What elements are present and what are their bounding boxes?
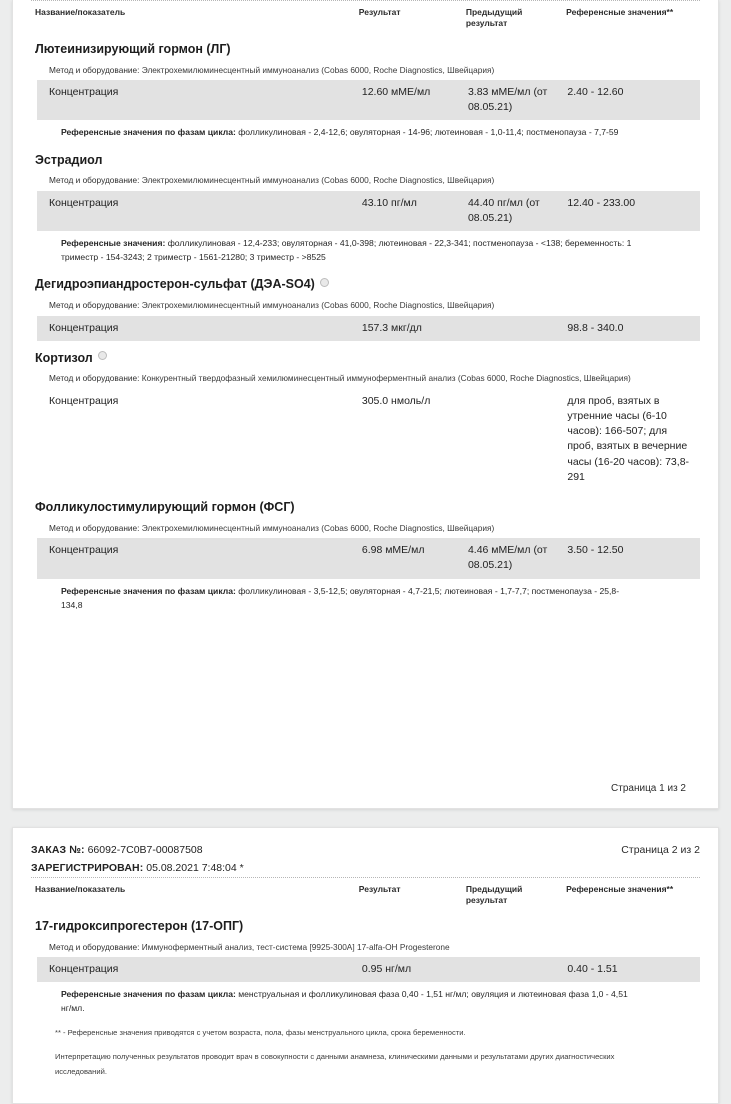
page-one-blank-space xyxy=(31,615,700,765)
result-row-reference: 12.40 - 233.00 xyxy=(567,196,636,209)
method-label: Метод и оборудование: xyxy=(49,373,140,384)
analyte-block-fsg xyxy=(31,490,700,615)
column-header-name: Название/показатель xyxy=(35,883,126,894)
reference-note-label: Референсные значения по фазам цикла: xyxy=(61,585,236,596)
reference-note-text: менструальная и фолликулиновая фаза 0,40 - 1,51 нг/мл; овуляция и лютеиновая фаза 1,0 - 4,51 нг/мл. xyxy=(61,989,628,1014)
column-header-previous xyxy=(466,884,566,907)
reference-footnote: ** - Референсные значения приводятся с учетом возраста, пола, фазы менструального цикла, срока беременности. xyxy=(55,1027,466,1037)
report-page-two xyxy=(12,827,719,1104)
method-value: Иммуноферментный анализ, тест-система [9925-300A] 17-alfa-OH Progesterone xyxy=(141,941,450,952)
result-row xyxy=(37,316,700,341)
analyte-reference-note xyxy=(31,120,700,142)
column-header-reference: Референсные значения** xyxy=(566,883,674,894)
method-value: Электрохемилюминесцентный иммуноанализ (Cobas 6000, Roche Diagnostics, Швейцария) xyxy=(141,300,495,311)
result-row-name: Концентрация xyxy=(49,544,119,557)
method-value: Электрохемилюминесцентный иммуноанализ (Cobas 6000, Roche Diagnostics, Швейцария) xyxy=(141,64,495,75)
result-row-value: 305.0 нмоль/л xyxy=(361,394,431,407)
report-page-one xyxy=(12,0,719,809)
result-row-reference: 2.40 - 12.60 xyxy=(567,86,624,98)
result-row-name: Концентрация xyxy=(49,394,119,407)
order-number-group xyxy=(31,844,203,856)
analyte-method xyxy=(31,297,700,315)
analyte-title-text: 17-гидроксипрогестерон (17-ОПГ) xyxy=(35,918,244,933)
column-header-previous-line2: результат xyxy=(465,18,508,29)
analyte-reference-note xyxy=(31,231,700,267)
registered-line xyxy=(31,862,700,877)
column-headers-page-two xyxy=(31,878,700,909)
method-label: Метод и оборудование: xyxy=(49,175,140,186)
analyte-reference-note xyxy=(31,579,700,615)
analyte-block-cortisol xyxy=(31,341,700,490)
result-row-reference: 98.8 - 340.0 xyxy=(567,321,624,334)
analyte-title xyxy=(31,494,700,520)
reference-note-label: Референсные значения: xyxy=(61,238,166,249)
analyte-method xyxy=(31,939,700,957)
result-row-name: Концентрация xyxy=(49,962,119,975)
method-value: Электрохемилюминесцентный иммуноанализ (Cobas 6000, Roche Diagnostics, Швейцария) xyxy=(141,522,495,533)
method-label: Метод и оборудование: xyxy=(49,300,140,311)
method-value: Конкурентный твердофазный хемилюминесцентный иммуноферментный анализ (Cobas 6000, Roche Diagnostics, Швейцария) xyxy=(141,373,631,384)
result-row-previous xyxy=(468,321,567,336)
column-headers-page-one xyxy=(31,1,700,32)
result-row-reference: 3.50 - 12.50 xyxy=(567,544,624,557)
order-number-line xyxy=(31,844,700,862)
analyte-block-dhea-so4 xyxy=(31,267,700,340)
result-row xyxy=(37,538,700,578)
analyte-method xyxy=(31,62,700,80)
result-row-value: 43.10 пг/мл xyxy=(361,196,417,209)
result-row-previous: 4.46 мМЕ/мл (от 08.05.21) xyxy=(467,544,548,572)
result-row xyxy=(37,957,700,982)
registered-value: 05.08.2021 7:48:04 * xyxy=(146,861,244,874)
order-number-value: 66092-7C0B7-00087508 xyxy=(87,843,203,856)
reference-note-label: Референсные значения по фазам цикла: xyxy=(61,127,236,138)
analyte-title xyxy=(31,271,700,297)
result-row-value: 6.98 мМЕ/мл xyxy=(361,544,425,557)
result-row-previous xyxy=(468,962,567,977)
analyte-method xyxy=(31,172,700,190)
order-info-block xyxy=(31,828,700,877)
column-header-result: Результат xyxy=(358,883,401,894)
registered-label: ЗАРЕГИСТРИРОВАН: xyxy=(31,861,144,874)
analyte-block-lg xyxy=(31,32,700,143)
reference-note-text: фолликулиновая - 3,5-12,5; овуляторная - 4,7-21,5; лютеиновая - 1,7-7,7; постменопауза - 25,8-134,8 xyxy=(61,585,620,610)
analyte-title xyxy=(31,147,700,173)
analyte-title xyxy=(31,913,700,939)
analyte-title xyxy=(31,345,700,371)
result-row-name: Концентрация xyxy=(49,196,119,209)
interpretation-note: Интерпретацию полученных результатов проводит врач в совокупности с данными анамнеза, клиническими данными и результатами других диагностических исследований. xyxy=(55,1051,615,1076)
analyte-method xyxy=(31,370,700,388)
method-value: Электрохемилюминесцентный иммуноанализ (Cobas 6000, Roche Diagnostics, Швейцария) xyxy=(141,175,495,186)
analyte-title-text: Дегидроэпиандростерон-сульфат (ДЭА-SO4) xyxy=(35,277,315,292)
reference-note-text: фолликулиновая - 12,4-233; овуляторная - 41,0-398; лютеиновая - 22,3-341; постменопауза - <138; беременность: 1 триместр - 154-3243; 2 триместр - 1561-21280; 3 триместр - >8525 xyxy=(61,238,632,263)
result-row-previous: 44.40 пг/мл (от 08.05.21) xyxy=(467,196,540,224)
result-row xyxy=(37,191,700,231)
result-row-value: 0.95 нг/мл xyxy=(361,962,412,975)
analyte-title-text: Эстрадиол xyxy=(35,152,103,167)
result-row-reference: 0.40 - 1.51 xyxy=(567,962,618,975)
result-row-value: 157.3 мкг/дл xyxy=(361,321,422,334)
column-header-previous xyxy=(466,7,566,30)
analyte-reference-note xyxy=(31,982,700,1018)
result-row xyxy=(37,389,700,490)
column-header-name: Название/показатель xyxy=(35,7,126,17)
reference-note-text: фолликулиновая - 2,4-12,6; овуляторная - 14-96; лютеиновая - 1,0-11,4; постменопауза - 7,7-59 xyxy=(238,127,619,138)
page-two-counter: Страница 2 из 2 xyxy=(621,843,700,856)
column-header-previous-line2: результат xyxy=(465,895,508,906)
method-label: Метод и оборудование: xyxy=(49,64,140,75)
order-number-label: ЗАКАЗ №: xyxy=(31,843,85,856)
result-row-value: 12.60 мМЕ/мл xyxy=(361,86,431,98)
analyte-block-17-opg xyxy=(31,909,700,1019)
analyte-method xyxy=(31,520,700,538)
method-label: Метод и оборудование: xyxy=(49,941,140,952)
result-row-reference: для проб, взятых в утренние часы (6-10 часов): 166-507; для проб, взятых в вечерние часы (16-20 часов): 73,8-291 xyxy=(567,394,690,483)
info-icon[interactable] xyxy=(98,351,107,360)
method-label: Метод и оборудование: xyxy=(49,522,140,533)
analyte-title-text: Кортизол xyxy=(35,350,93,365)
analyte-block-estradiol xyxy=(31,143,700,268)
reference-note-label: Референсные значения по фазам цикла: xyxy=(61,989,236,1000)
column-header-previous-line1: Предыдущий xyxy=(465,883,523,894)
column-header-reference: Референсные значения** xyxy=(566,7,674,17)
page-one-footer: Страница 1 из 2 xyxy=(611,782,686,794)
result-row xyxy=(37,80,700,120)
analyte-title xyxy=(31,36,700,62)
result-row-name: Концентрация xyxy=(49,321,119,334)
analyte-title-text: Фолликулостимулирующий гормон (ФСГ) xyxy=(35,500,295,515)
analyte-title-text: Лютеинизирующий гормон (ЛГ) xyxy=(35,41,231,56)
column-header-previous-line1: Предыдущий xyxy=(465,7,523,17)
info-icon[interactable] xyxy=(320,278,329,287)
result-row-previous: 3.83 мМЕ/мл (от 08.05.21) xyxy=(467,86,548,114)
result-row-name: Концентрация xyxy=(49,86,119,98)
result-row-previous xyxy=(468,394,567,485)
column-header-result: Результат xyxy=(358,7,401,17)
